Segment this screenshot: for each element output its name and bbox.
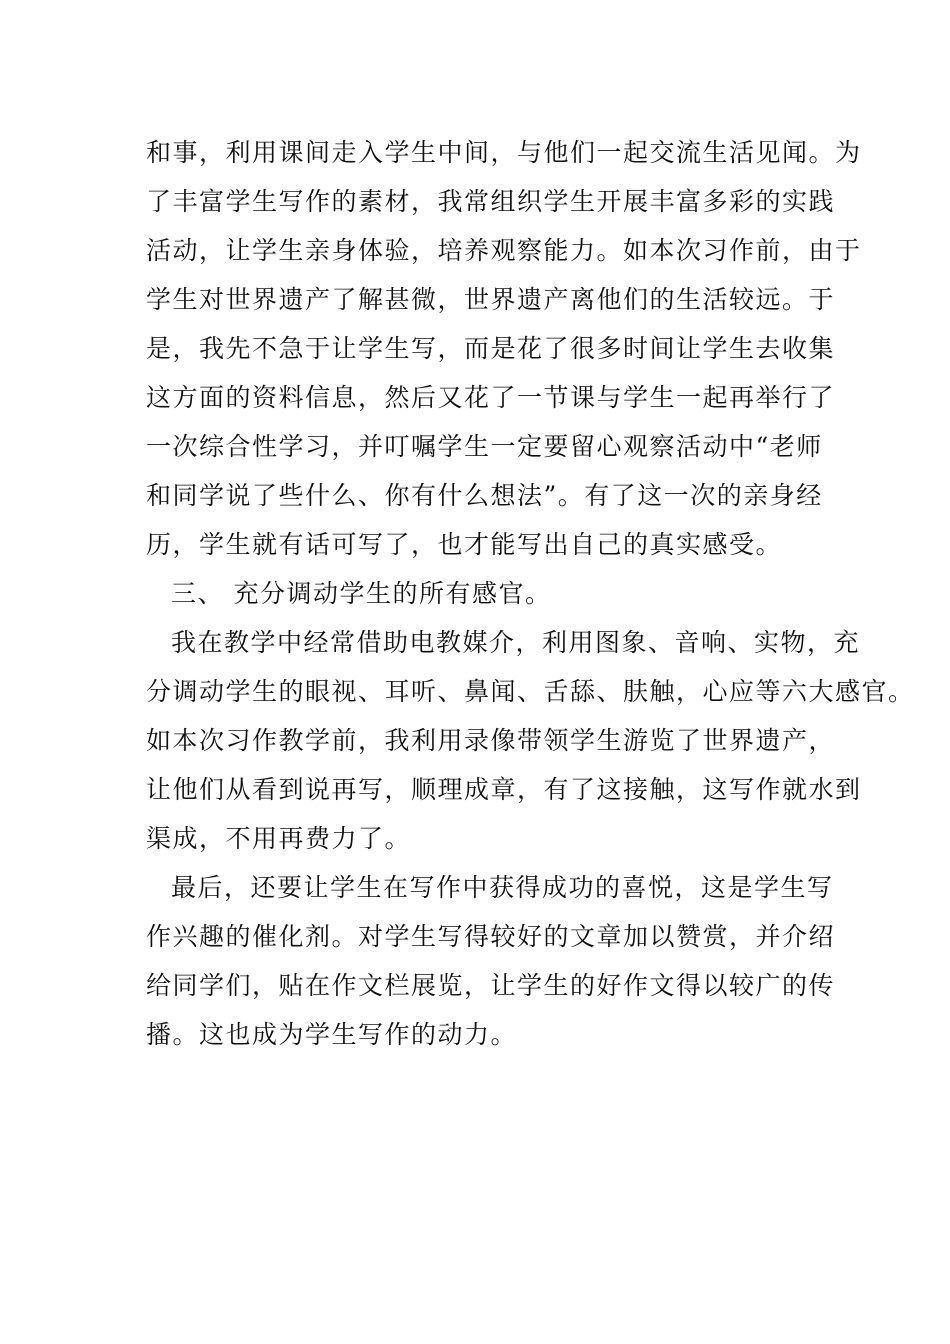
text-line: 播。这也成为学生写作的动力。 — [146, 1020, 518, 1049]
text-line: 这方面的资料信息，然后又花了一节课与学生一起再举行了 — [146, 383, 836, 412]
text-line: 渠成，不用再费力了。 — [146, 824, 412, 853]
text-line: 和同学说了些什么、你有什么想法”。有了这一次的亲身经 — [146, 481, 823, 510]
text-line: 最后，还要让学生在写作中获得成功的喜悦，这是学生写 — [171, 873, 834, 902]
text-line: 学生对世界遗产了解甚微，世界遗产离他们的生活较远。于 — [146, 285, 836, 314]
body-text — [146, 128, 915, 1059]
text-line: 让他们从看到说再写，顺理成章，有了这接触，这写作就水到 — [146, 775, 862, 804]
text-line: 活动，让学生亲身体验，培养观察能力。如本次习作前，由于 — [146, 236, 862, 265]
text-line: 分调动学生的眼视、耳听、鼻闻、舌舔、肤触，心应等六大感官。 — [146, 677, 915, 706]
text-line: 作兴趣的催化剂。对学生写得较好的文章加以赞赏，并介绍 — [146, 922, 836, 951]
text-line: 如本次习作教学前，我利用录像带领学生游览了世界遗产， — [146, 726, 836, 755]
text-line: 历，学生就有话可写了，也才能写出自己的真实感受。 — [146, 530, 783, 559]
text-line: 我在教学中经常借助电教媒介，利用图象、音响、实物，充 — [171, 628, 861, 657]
text-line: 了丰富学生写作的素材，我常组织学生开展丰富多彩的实践 — [146, 187, 836, 216]
text-line: 和事，利用课间走入学生中间，与他们一起交流生活见闻。为 — [146, 138, 862, 167]
section-heading: 三、 充分调动学生的所有感官。 — [171, 579, 552, 608]
text-line: 给同学们，贴在作文栏展览，让学生的好作文得以较广的传 — [146, 971, 836, 1000]
text-line: 是，我先不急于让学生写，而是花了很多时间让学生去收集 — [146, 334, 836, 363]
text-line: 一次综合性学习，并叮嘱学生一定要留心观察活动中“老师 — [146, 432, 823, 461]
